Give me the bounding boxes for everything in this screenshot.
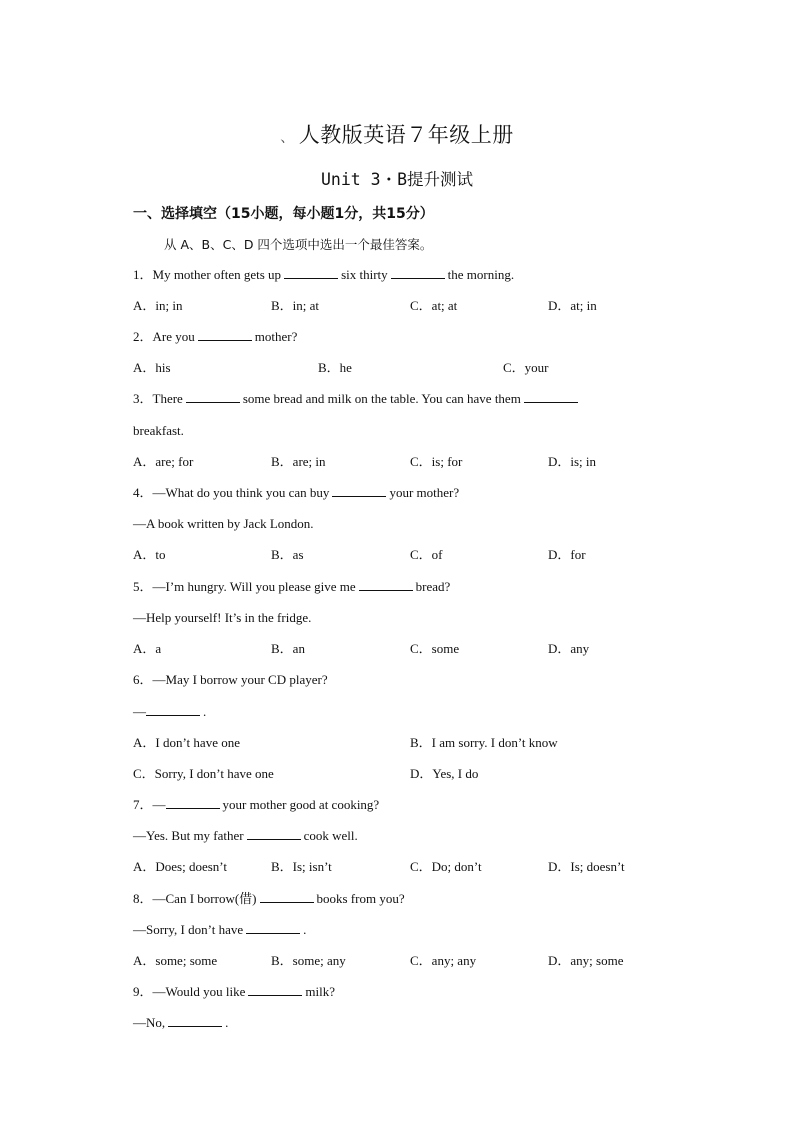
question-6-option-a[interactable]: A．I don’t have one bbox=[133, 735, 240, 750]
question-4-line-1: 4．—What do you think you can buy your mother? bbox=[133, 485, 460, 500]
question-2-line-1: 2．Are you mother? bbox=[133, 329, 298, 344]
question-7-option-d[interactable]: D．Is; doesn’t bbox=[548, 859, 625, 874]
question-number: 7． bbox=[133, 797, 153, 812]
question-number: 8． bbox=[133, 891, 153, 906]
stray-mark: 、 bbox=[280, 130, 295, 146]
question-6-option-b[interactable]: B．I am sorry. I don’t know bbox=[410, 735, 558, 750]
question-1-option-c[interactable]: C．at; at bbox=[410, 298, 458, 313]
answer-blank bbox=[391, 266, 445, 279]
question-number: 4． bbox=[133, 485, 153, 500]
question-4-option-b[interactable]: B．as bbox=[271, 547, 304, 562]
question-number: 3． bbox=[133, 391, 153, 406]
question-3-line-1: 3．There some bread and milk on the table. You can have them bbox=[133, 390, 581, 408]
section-instruction: 从 A、B、C、D 四个选项中选出一个最佳答案。 bbox=[164, 237, 433, 252]
question-number: 9． bbox=[133, 984, 153, 999]
answer-blank bbox=[284, 266, 338, 279]
question-8-line-2: —Sorry, I don’t have . bbox=[133, 922, 307, 937]
question-4-option-d[interactable]: D．for bbox=[548, 547, 586, 562]
page-subtitle: Unit 3・B提升测试 bbox=[320, 170, 474, 189]
question-5-option-b[interactable]: B．an bbox=[271, 641, 305, 656]
question-7-line-1: 7．— your mother good at cooking? bbox=[133, 797, 380, 812]
question-5-option-c[interactable]: C．some bbox=[410, 641, 460, 656]
question-5-option-d[interactable]: D．any bbox=[548, 641, 590, 656]
question-2-option-a[interactable]: A．his bbox=[133, 360, 171, 375]
question-1-line-1: 1．My mother often gets up six thirty the morning. bbox=[133, 267, 515, 282]
question-4-line-2: —A book written by Jack London. bbox=[133, 516, 314, 531]
question-3-option-c[interactable]: C．is; for bbox=[410, 454, 463, 469]
question-7-option-c[interactable]: C．Do; don’t bbox=[410, 859, 482, 874]
question-5-line-2: —Help yourself! It’s in the fridge. bbox=[133, 610, 312, 625]
section-heading: 一、选择填空（15小题，每小题1分，共15分） bbox=[133, 206, 434, 222]
question-number: 1． bbox=[133, 267, 153, 282]
question-8-option-d[interactable]: D．any; some bbox=[548, 953, 624, 968]
question-number: 5． bbox=[133, 579, 153, 594]
question-number: 2． bbox=[133, 329, 153, 344]
question-8-line-1: 8．—Can I borrow(借) books from you? bbox=[133, 891, 405, 906]
question-5-line-1: 5．—I’m hungry. Will you please give me bread? bbox=[133, 579, 451, 594]
question-2-option-c[interactable]: C．your bbox=[503, 360, 549, 375]
answer-blank bbox=[198, 328, 252, 341]
question-8-option-a[interactable]: A．some; some bbox=[133, 953, 218, 968]
answer-blank bbox=[168, 1014, 222, 1027]
question-number: 6． bbox=[133, 672, 153, 687]
question-8-option-b[interactable]: B．some; any bbox=[271, 953, 346, 968]
question-3-option-a[interactable]: A．are; for bbox=[133, 454, 194, 469]
question-9-line-2: —No, . bbox=[133, 1015, 229, 1030]
question-1-option-d[interactable]: D．at; in bbox=[548, 298, 597, 313]
answer-blank bbox=[524, 390, 578, 403]
answer-blank bbox=[260, 890, 314, 903]
question-7-line-2: —Yes. But my father cook well. bbox=[133, 828, 358, 843]
answer-blank bbox=[166, 796, 220, 809]
answer-blank bbox=[332, 484, 386, 497]
question-6-line-1: 6．—May I borrow your CD player? bbox=[133, 672, 328, 687]
page-title bbox=[0, 119, 794, 149]
answer-blank bbox=[248, 983, 302, 996]
question-7-option-b[interactable]: B．Is; isn’t bbox=[271, 859, 332, 874]
question-6-option-c[interactable]: C．Sorry, I don’t have one bbox=[133, 766, 274, 781]
question-7-option-a[interactable]: A．Does; doesn’t bbox=[133, 859, 228, 874]
question-2-option-b[interactable]: B．he bbox=[318, 360, 352, 375]
question-3-option-d[interactable]: D．is; in bbox=[548, 454, 597, 469]
question-3-option-b[interactable]: B．are; in bbox=[271, 454, 326, 469]
page-title-text: 人教版英语７年级上册 bbox=[298, 123, 514, 147]
question-1-option-a[interactable]: A．in; in bbox=[133, 298, 183, 313]
question-3-line-2: breakfast. bbox=[133, 423, 184, 438]
question-9-line-1: 9．—Would you like milk? bbox=[133, 984, 335, 999]
question-5-option-a[interactable]: A．a bbox=[133, 641, 162, 656]
answer-blank bbox=[359, 578, 413, 591]
answer-blank bbox=[247, 827, 301, 840]
answer-blank bbox=[246, 921, 300, 934]
question-6-line-2: — . bbox=[133, 704, 207, 719]
answer-blank bbox=[146, 703, 200, 716]
answer-blank bbox=[186, 390, 240, 403]
question-1-option-b[interactable]: B．in; at bbox=[271, 298, 320, 313]
question-4-option-c[interactable]: C．of bbox=[410, 547, 443, 562]
question-6-option-d[interactable]: D．Yes, I do bbox=[410, 766, 479, 781]
question-8-option-c[interactable]: C．any; any bbox=[410, 953, 477, 968]
question-4-option-a[interactable]: A．to bbox=[133, 547, 166, 562]
